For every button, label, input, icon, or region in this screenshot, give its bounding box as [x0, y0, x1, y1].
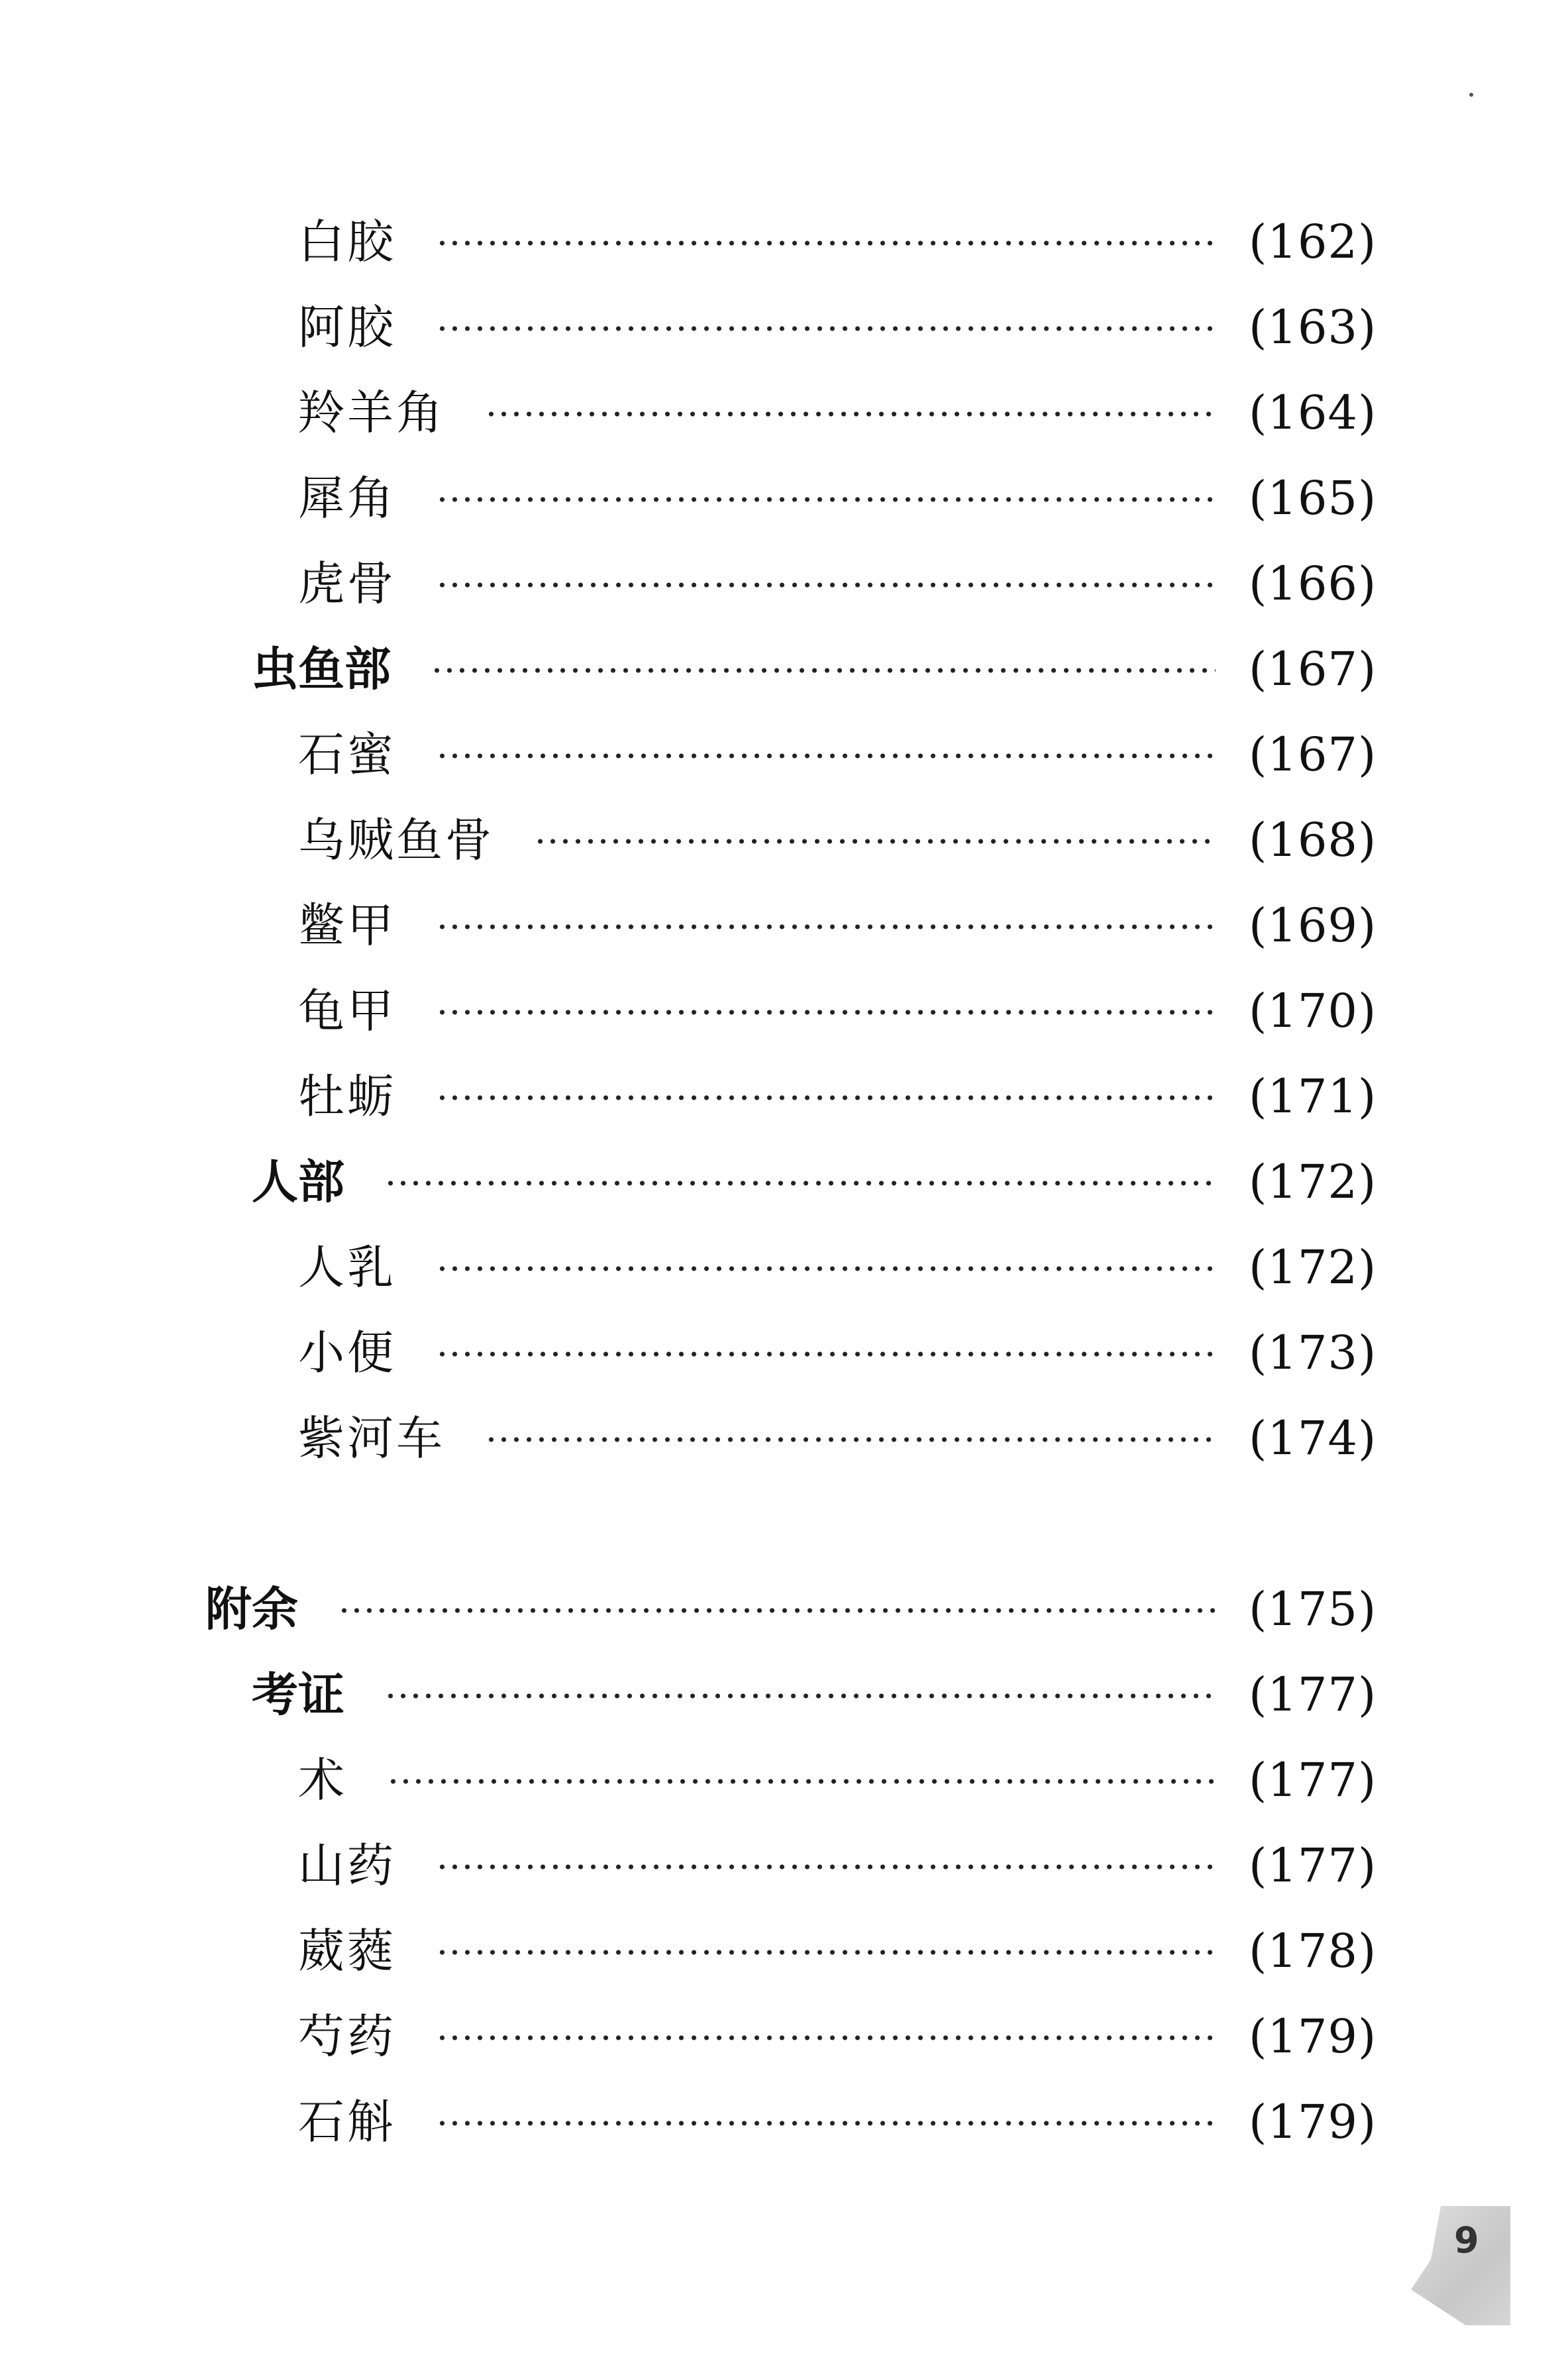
leader-dots	[436, 325, 1216, 332]
leader-dots	[436, 2120, 1216, 2127]
toc-row	[0, 1145, 1568, 1218]
leader-dots	[534, 838, 1216, 845]
toc-entry-page: (166)	[1249, 556, 1377, 611]
toc-entry-title: 龟甲	[298, 984, 396, 1038]
leader-dots	[436, 2034, 1216, 2041]
toc-row	[0, 975, 1568, 1047]
leader-dots	[436, 753, 1216, 759]
toc-row	[0, 1060, 1568, 1133]
toc-entry-title: 术	[298, 1753, 347, 1807]
toc-entry-title: 乌贼鱼骨	[298, 813, 494, 867]
toc-row	[0, 718, 1568, 791]
leader-dots	[384, 1693, 1216, 1699]
leader-dots	[436, 1265, 1216, 1272]
leader-dots	[485, 411, 1216, 417]
toc-row	[0, 1829, 1568, 1902]
scan-speck	[1469, 93, 1473, 97]
leader-dots	[436, 582, 1216, 588]
toc-entry-page: (169)	[1249, 898, 1377, 953]
toc-row	[0, 1402, 1568, 1475]
toc-entry-title: 人部	[252, 1155, 344, 1209]
toc-entry-page: (177)	[1249, 1753, 1377, 1807]
toc-entry-page: (165)	[1249, 471, 1377, 525]
toc-row	[0, 2000, 1568, 2073]
leader-dots	[436, 1949, 1216, 1956]
leader-dots	[436, 1094, 1216, 1101]
toc-row	[0, 1744, 1568, 1817]
toc-entry-title: 小便	[298, 1326, 396, 1380]
leader-dots	[436, 496, 1216, 503]
toc-entry-title: 山药	[298, 1838, 396, 1893]
toc-entry-title: 虫鱼部	[252, 642, 391, 696]
toc-row	[0, 1316, 1568, 1389]
toc-entry-title: 紫河车	[298, 1411, 445, 1465]
toc-entry-page: (173)	[1249, 1326, 1377, 1380]
toc-row	[0, 205, 1568, 278]
toc-entry-page: (177)	[1249, 1667, 1377, 1722]
leader-dots	[384, 1180, 1216, 1187]
toc-row	[0, 889, 1568, 962]
toc-entry-title: 石斛	[298, 2095, 396, 2149]
toc-entry-page: (171)	[1249, 1069, 1377, 1124]
toc-row	[0, 1658, 1568, 1731]
toc-row	[0, 1573, 1568, 1646]
leader-dots	[485, 1436, 1216, 1443]
toc-entry-page: (172)	[1249, 1155, 1377, 1209]
leader-dots	[436, 924, 1216, 930]
toc-entry-page: (179)	[1249, 2009, 1377, 2064]
page-number: 9	[1454, 2219, 1479, 2261]
toc-row	[0, 633, 1568, 706]
toc-entry-page: (168)	[1249, 813, 1377, 867]
toc-entry-title: 白胶	[298, 215, 396, 269]
toc-entry-title: 牡蛎	[298, 1069, 396, 1124]
toc-entry-title: 葳蕤	[298, 1924, 396, 1978]
toc-row	[0, 1231, 1568, 1304]
toc-row	[0, 547, 1568, 620]
toc-entry-page: (167)	[1249, 727, 1377, 782]
leader-dots	[436, 1864, 1216, 1870]
toc-entry-page: (162)	[1249, 215, 1377, 269]
toc-entry-page: (170)	[1249, 984, 1377, 1038]
leader-dots	[436, 240, 1216, 246]
toc-entry-title: 犀角	[298, 471, 396, 525]
toc-row	[0, 1915, 1568, 1987]
toc-row	[0, 462, 1568, 535]
toc-entry-title: 石蜜	[298, 727, 396, 782]
toc-entry-page: (163)	[1249, 300, 1377, 354]
toc-entry-page: (175)	[1249, 1582, 1377, 1636]
leader-dots	[431, 667, 1216, 674]
toc-entry-title: 阿胶	[298, 300, 396, 354]
leader-dots	[387, 1778, 1216, 1785]
toc-entry-page: (167)	[1249, 642, 1377, 696]
toc-entry-title: 考证	[252, 1667, 344, 1722]
toc-row	[0, 376, 1568, 449]
toc-entry-page: (172)	[1249, 1240, 1377, 1294]
leader-dots	[338, 1607, 1216, 1614]
toc-entry-title: 羚羊角	[298, 386, 445, 440]
toc-entry-page: (174)	[1249, 1411, 1377, 1465]
leader-dots	[436, 1351, 1216, 1357]
toc-entry-page: (164)	[1249, 386, 1377, 440]
leader-dots	[436, 1009, 1216, 1016]
toc-entry-title: 鳖甲	[298, 898, 396, 953]
toc-entry-page: (179)	[1249, 2095, 1377, 2149]
toc-entry-title: 人乳	[298, 1240, 396, 1294]
toc-row	[0, 2085, 1568, 2158]
toc-row	[0, 291, 1568, 364]
toc-entry-page: (177)	[1249, 1838, 1377, 1893]
toc-entry-title: 虎骨	[298, 556, 396, 611]
toc-entry-page: (178)	[1249, 1924, 1377, 1978]
toc-row	[0, 804, 1568, 876]
toc-entry-title: 芍药	[298, 2009, 396, 2064]
toc-entry-title: 附余	[205, 1582, 298, 1636]
